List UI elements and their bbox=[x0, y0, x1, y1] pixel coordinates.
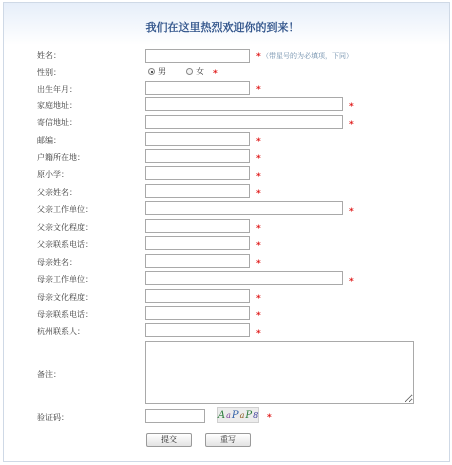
required-mark: * bbox=[256, 137, 261, 147]
required-mark: * bbox=[256, 294, 261, 304]
primary-school-label: 原小学： bbox=[37, 170, 69, 179]
household-input[interactable] bbox=[145, 149, 250, 163]
required-mark: * bbox=[256, 172, 261, 182]
captcha-image[interactable] bbox=[217, 407, 259, 423]
required-mark: * bbox=[256, 259, 261, 269]
birth-label: 出生年月： bbox=[37, 85, 77, 94]
primary-school-input[interactable] bbox=[145, 166, 250, 180]
gender-label: 性别： bbox=[37, 68, 61, 77]
household-label: 户籍所在地： bbox=[37, 153, 85, 162]
reset-button[interactable]: 重写 bbox=[205, 433, 251, 447]
home-address-label: 家庭地址： bbox=[37, 101, 77, 110]
radio-unchecked-icon[interactable] bbox=[186, 68, 193, 75]
required-mark: * bbox=[213, 69, 218, 79]
required-mark: * bbox=[256, 154, 261, 164]
required-mark: * bbox=[256, 85, 261, 95]
captcha-char: P bbox=[245, 409, 253, 421]
remarks-textarea[interactable] bbox=[145, 341, 414, 404]
mother-name-label: 母亲姓名： bbox=[37, 258, 77, 267]
father-phone-label: 父亲联系电话： bbox=[37, 240, 93, 249]
required-mark: * bbox=[256, 224, 261, 234]
mail-address-input[interactable] bbox=[145, 115, 343, 129]
father-work-input[interactable] bbox=[145, 201, 343, 215]
home-address-input[interactable] bbox=[145, 97, 343, 111]
hz-contact-label: 杭州联系人： bbox=[37, 327, 85, 336]
father-edu-label: 父亲文化程度： bbox=[37, 223, 93, 232]
postcode-label: 邮编： bbox=[37, 136, 61, 145]
required-mark: * bbox=[267, 413, 272, 423]
captcha-input[interactable] bbox=[145, 409, 205, 423]
radio-checked-icon[interactable] bbox=[148, 68, 155, 75]
gender-option-female[interactable] bbox=[186, 66, 204, 77]
required-mark: * bbox=[349, 102, 354, 112]
required-mark: * bbox=[256, 189, 261, 199]
mother-edu-label: 母亲文化程度： bbox=[37, 293, 93, 302]
mother-work-input[interactable] bbox=[145, 271, 343, 285]
gender-female-label: 女 bbox=[196, 67, 204, 76]
required-mark: * bbox=[349, 207, 354, 217]
hz-contact-input[interactable] bbox=[145, 323, 250, 337]
remarks-label: 备注： bbox=[37, 370, 61, 379]
required-mark: * bbox=[256, 52, 261, 62]
page-title: 我们在这里热烈欢迎你的到来！ bbox=[145, 21, 300, 34]
captcha-char: a bbox=[239, 410, 245, 420]
gender-male-label: 男 bbox=[158, 67, 166, 76]
birth-input[interactable] bbox=[145, 81, 250, 95]
postcode-input[interactable] bbox=[145, 132, 250, 146]
captcha-label: 验证码： bbox=[37, 413, 69, 422]
mail-address-label: 寄信地址： bbox=[37, 118, 77, 127]
required-mark: * bbox=[349, 277, 354, 287]
mother-phone-input[interactable] bbox=[145, 306, 250, 320]
mother-work-label: 母亲工作单位： bbox=[37, 275, 93, 284]
submit-button[interactable]: 提交 bbox=[146, 433, 192, 447]
captcha-char: a bbox=[226, 410, 231, 420]
name-label: 姓名： bbox=[37, 51, 61, 60]
mother-name-input[interactable] bbox=[145, 254, 250, 268]
required-mark: * bbox=[256, 329, 261, 339]
required-mark: * bbox=[256, 241, 261, 251]
required-hint: （带星号的为必填项，下同） bbox=[262, 52, 353, 60]
required-mark: * bbox=[256, 311, 261, 321]
father-phone-input[interactable] bbox=[145, 236, 250, 250]
gender-option-male[interactable] bbox=[148, 66, 166, 77]
father-edu-input[interactable] bbox=[145, 219, 250, 233]
mother-edu-input[interactable] bbox=[145, 289, 250, 303]
captcha-char: 8 bbox=[253, 410, 259, 420]
father-name-input[interactable] bbox=[145, 184, 250, 198]
name-input[interactable] bbox=[145, 49, 250, 63]
captcha-char: P bbox=[231, 409, 239, 421]
father-name-label: 父亲姓名： bbox=[37, 188, 77, 197]
captcha-char: A bbox=[217, 409, 226, 421]
required-mark: * bbox=[349, 120, 354, 130]
father-work-label: 父亲工作单位： bbox=[37, 205, 93, 214]
mother-phone-label: 母亲联系电话： bbox=[37, 310, 93, 319]
